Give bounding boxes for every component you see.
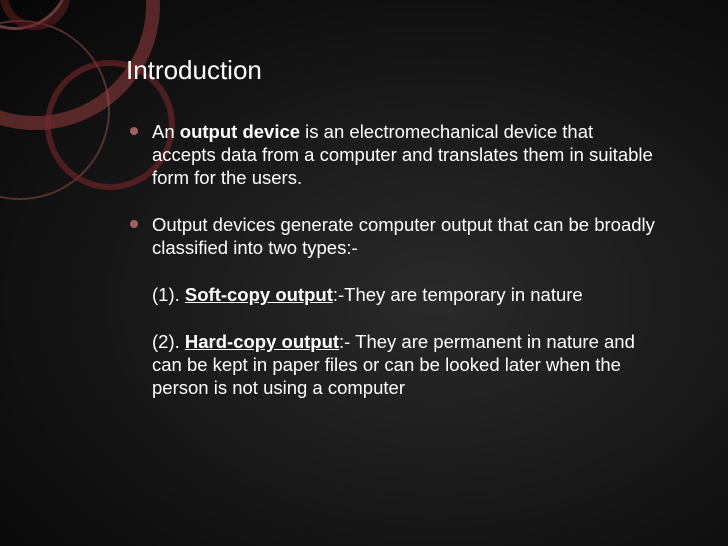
- bullet-line: accepts data from a computer and translates them in suitable: [152, 144, 653, 165]
- bullet-line: Output devices generate computer output that can be broadly: [152, 214, 655, 235]
- bullet-line: classified into two types:-: [152, 237, 358, 258]
- bold-term: output device: [179, 121, 301, 142]
- item-number: (2).: [152, 331, 185, 352]
- slide-title: Introduction: [126, 55, 262, 85]
- bullet-text: An: [152, 121, 180, 142]
- bullet-text: is an electromechanical device that: [300, 121, 594, 142]
- bullet-output-types: [130, 213, 710, 259]
- item-line: person is not using a computer: [152, 377, 405, 398]
- item-line: [152, 283, 710, 306]
- item-hard-copy: [130, 330, 710, 399]
- bullet-dot-icon: [130, 127, 138, 135]
- bullet-line: form for the users.: [152, 167, 303, 188]
- item-number: (1).: [152, 284, 185, 305]
- item-soft-copy: [130, 283, 710, 306]
- item-text: :- They are permanent in nature and: [339, 331, 635, 352]
- slide-content: [130, 120, 710, 399]
- underlined-term: Hard-copy output: [184, 331, 340, 352]
- item-text: :-They are temporary in nature: [332, 284, 583, 305]
- underlined-term: Soft-copy output: [184, 284, 333, 305]
- bullet-dot-icon: [130, 220, 138, 228]
- bullet-line: [152, 120, 710, 143]
- bullet-output-device: [130, 120, 710, 189]
- item-line: can be kept in paper files or can be looked later when the: [152, 354, 621, 375]
- item-line: [152, 330, 710, 353]
